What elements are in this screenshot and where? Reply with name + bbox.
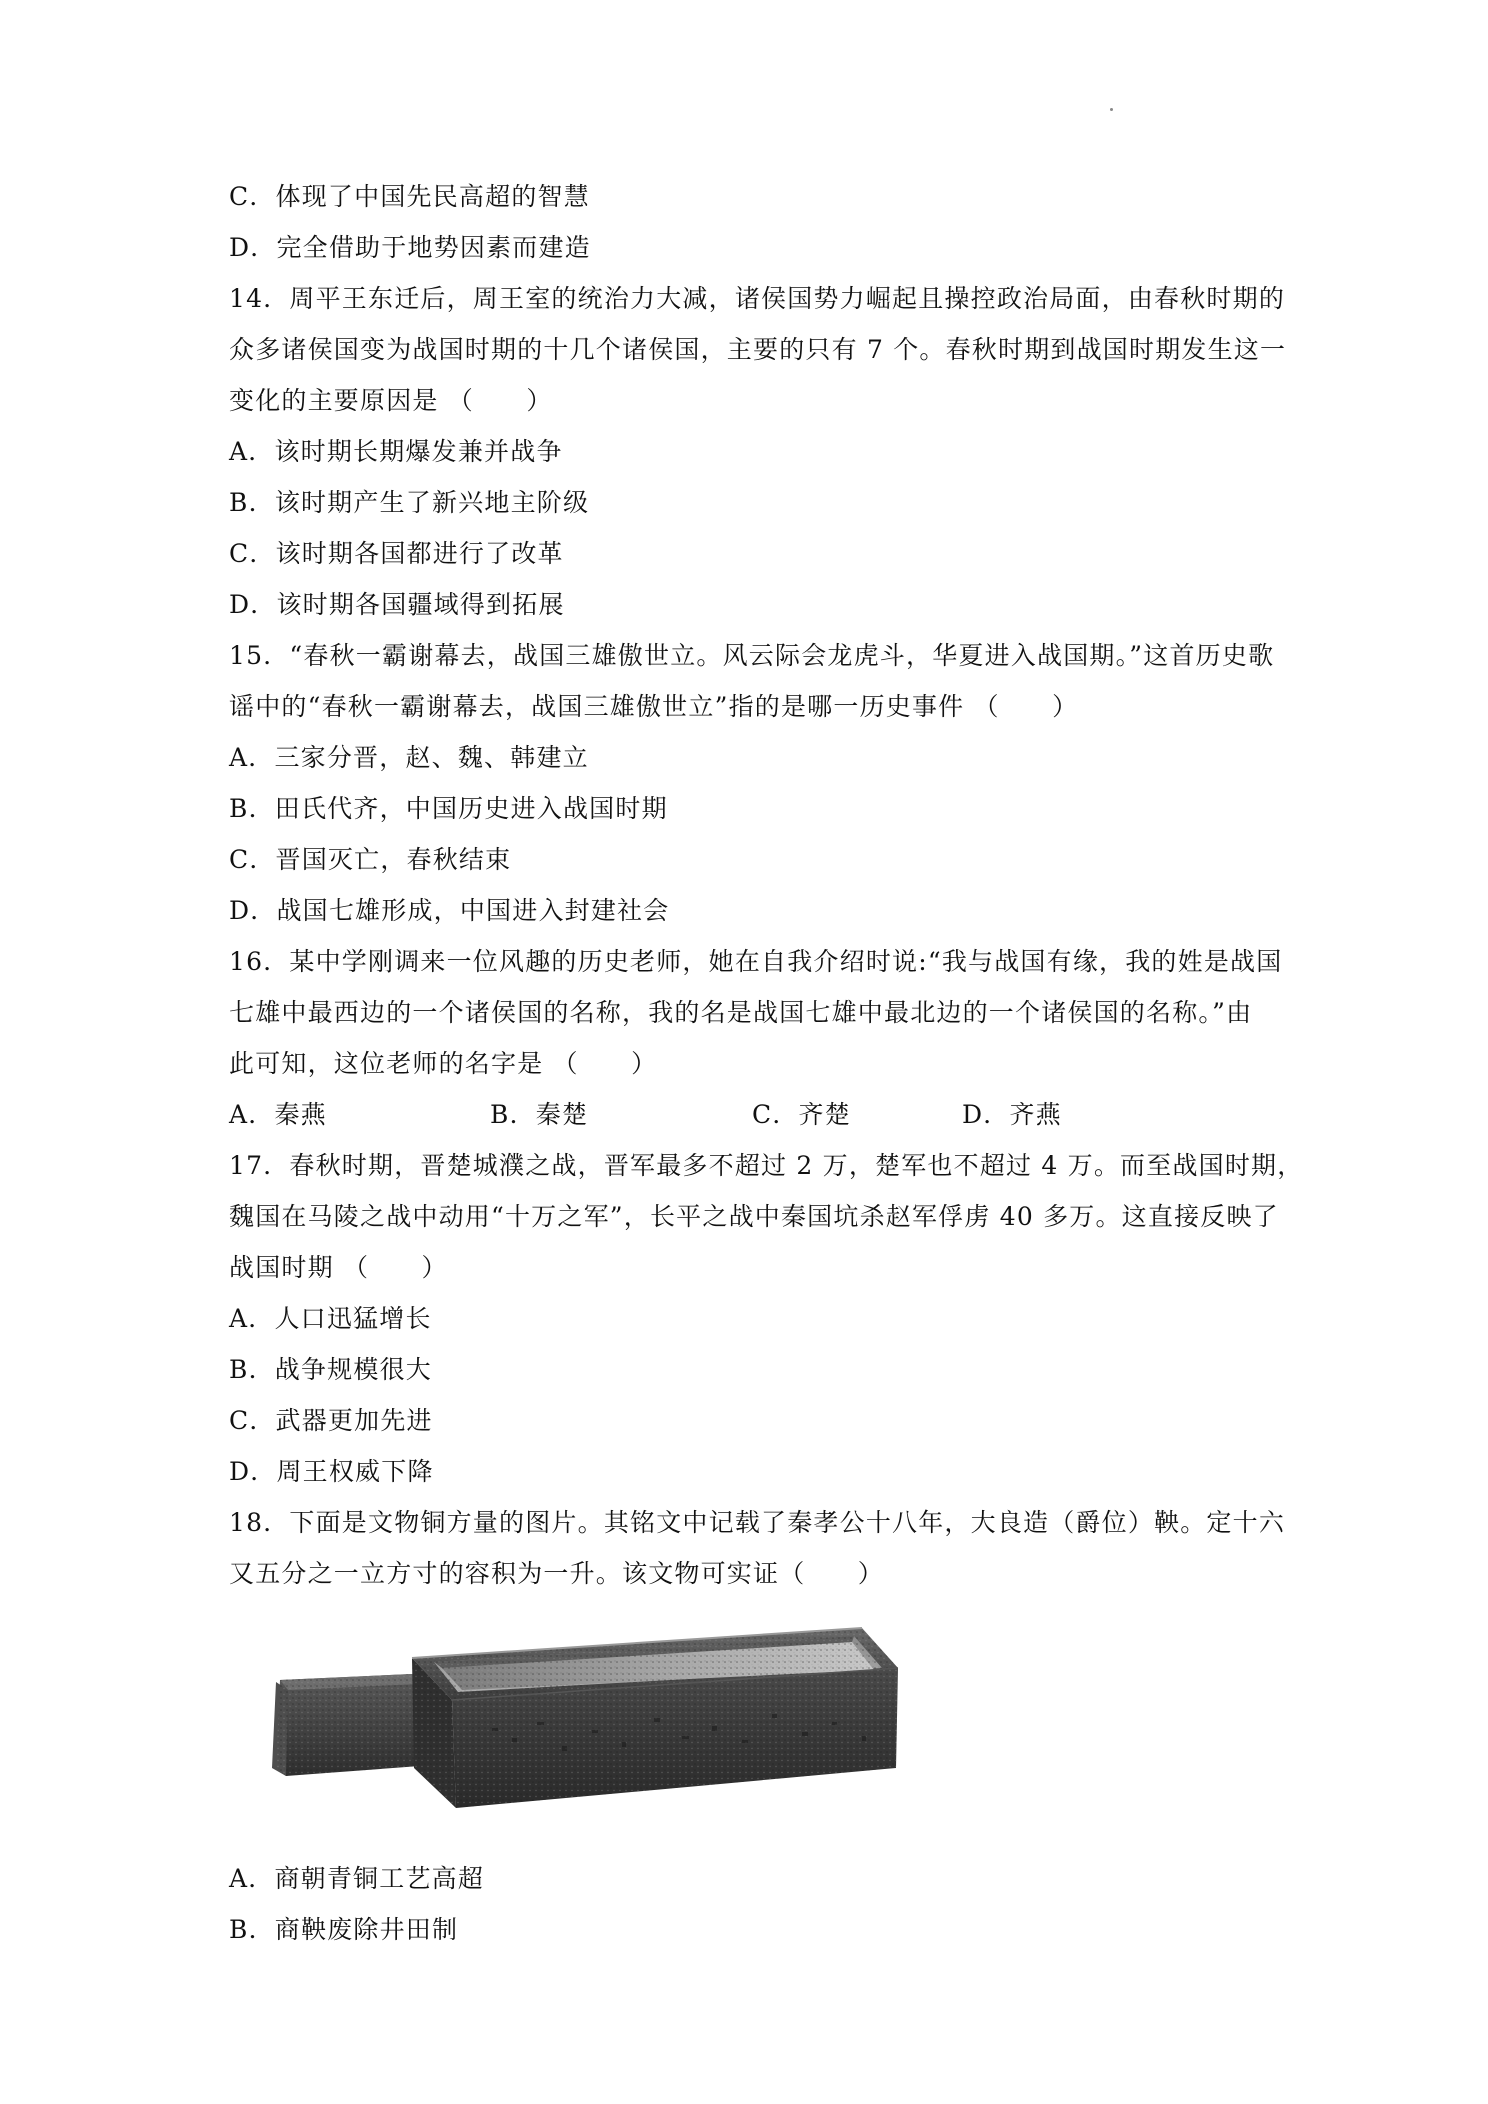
q13-option-c: C．体现了中国先民高超的智慧 [229,182,590,211]
q16-stem-line-2: 七雄中最西边的一个诸侯国的名称，我的名是战国七雄中最北边的一个诸侯国的名称。”由 [229,998,1253,1027]
q16-options-row [229,1098,1129,1132]
q14-stem-line-3: 变化的主要原因是 （ ） [229,386,553,415]
q16-option-c: C．齐楚 [752,1100,851,1129]
q15-option-a: A．三家分晋，赵、魏、韩建立 [229,743,589,772]
q14-option-a: A．该时期长期爆发兼并战争 [229,437,563,466]
q17-stem-line-1: 17．春秋时期，晋楚城濮之战，晋军最多不超过 2 万，楚军也不超过 4 万。而至战国时期， [229,1151,1304,1180]
q16-option-d: D．齐燕 [962,1100,1062,1129]
q17-option-c: C．武器更加先进 [229,1406,433,1435]
q14-option-d: D．该时期各国疆域得到拓展 [229,590,565,619]
q14-stem-line-2: 众多诸侯国变为战国时期的十几个诸侯国，主要的只有 7 个。春秋时期到战国时期发生这一 [229,335,1287,364]
q15-option-b: B．田氏代齐，中国历史进入战国时期 [229,794,668,823]
q18-stem-line-1: 18．下面是文物铜方量的图片。其铭文中记载了秦孝公十八年，大良造（爵位）鞅。定十六 [229,1508,1286,1537]
q18-stem-line-2: 又五分之一立方寸的容积为一升。该文物可实证（ ） [229,1559,885,1588]
q18-option-b: B．商鞅废除井田制 [229,1915,459,1944]
q14-stem-line-1: 14．周平王东迁后，周王室的统治力大减，诸侯国势力崛起且操控政治局面，由春秋时期的 [229,284,1286,313]
q16-stem-line-3: 此可知，这位老师的名字是 （ ） [229,1049,658,1078]
q15-stem-line-1: 15．“春秋一霸谢幕去，战国三雄傲世立。风云际会龙虎斗，华夏进入战国期。”这首历史歌 [229,641,1275,670]
q15-stem-line-2: 谣中的“春秋一霸谢幕去，战国三雄傲世立”指的是哪一历史事件 （ ） [229,692,1079,721]
q17-option-a: A．人口迅猛增长 [229,1304,432,1333]
q17-option-b: B．战争规模很大 [229,1355,432,1384]
bronze-square-measure-image [262,1618,902,1813]
q14-option-c: C．该时期各国都进行了改革 [229,539,564,568]
q17-stem-line-3: 战国时期 （ ） [229,1253,448,1282]
q17-option-d: D．周王权威下降 [229,1457,434,1486]
page-mark [1110,108,1113,111]
q16-option-a: A．秦燕 [229,1100,327,1129]
q15-option-c: C．晋国灭亡，春秋结束 [229,845,512,874]
q17-stem-line-2: 魏国在马陵之战中动用“十万之军”，长平之战中秦国坑杀赵军俘虏 40 多万。这直接反映了 [229,1202,1279,1231]
q16-option-b: B．秦楚 [490,1100,589,1129]
q18-option-a: A．商朝青铜工艺高超 [229,1864,485,1893]
q14-option-b: B．该时期产生了新兴地主阶级 [229,488,590,517]
q16-stem-line-1: 16．某中学刚调来一位风趣的历史老师，她在自我介绍时说:“我与战国有缘，我的姓是战国 [229,947,1283,976]
q13-option-d: D．完全借助于地势因素而建造 [229,233,591,262]
q15-option-d: D．战国七雄形成，中国进入封建社会 [229,896,670,925]
